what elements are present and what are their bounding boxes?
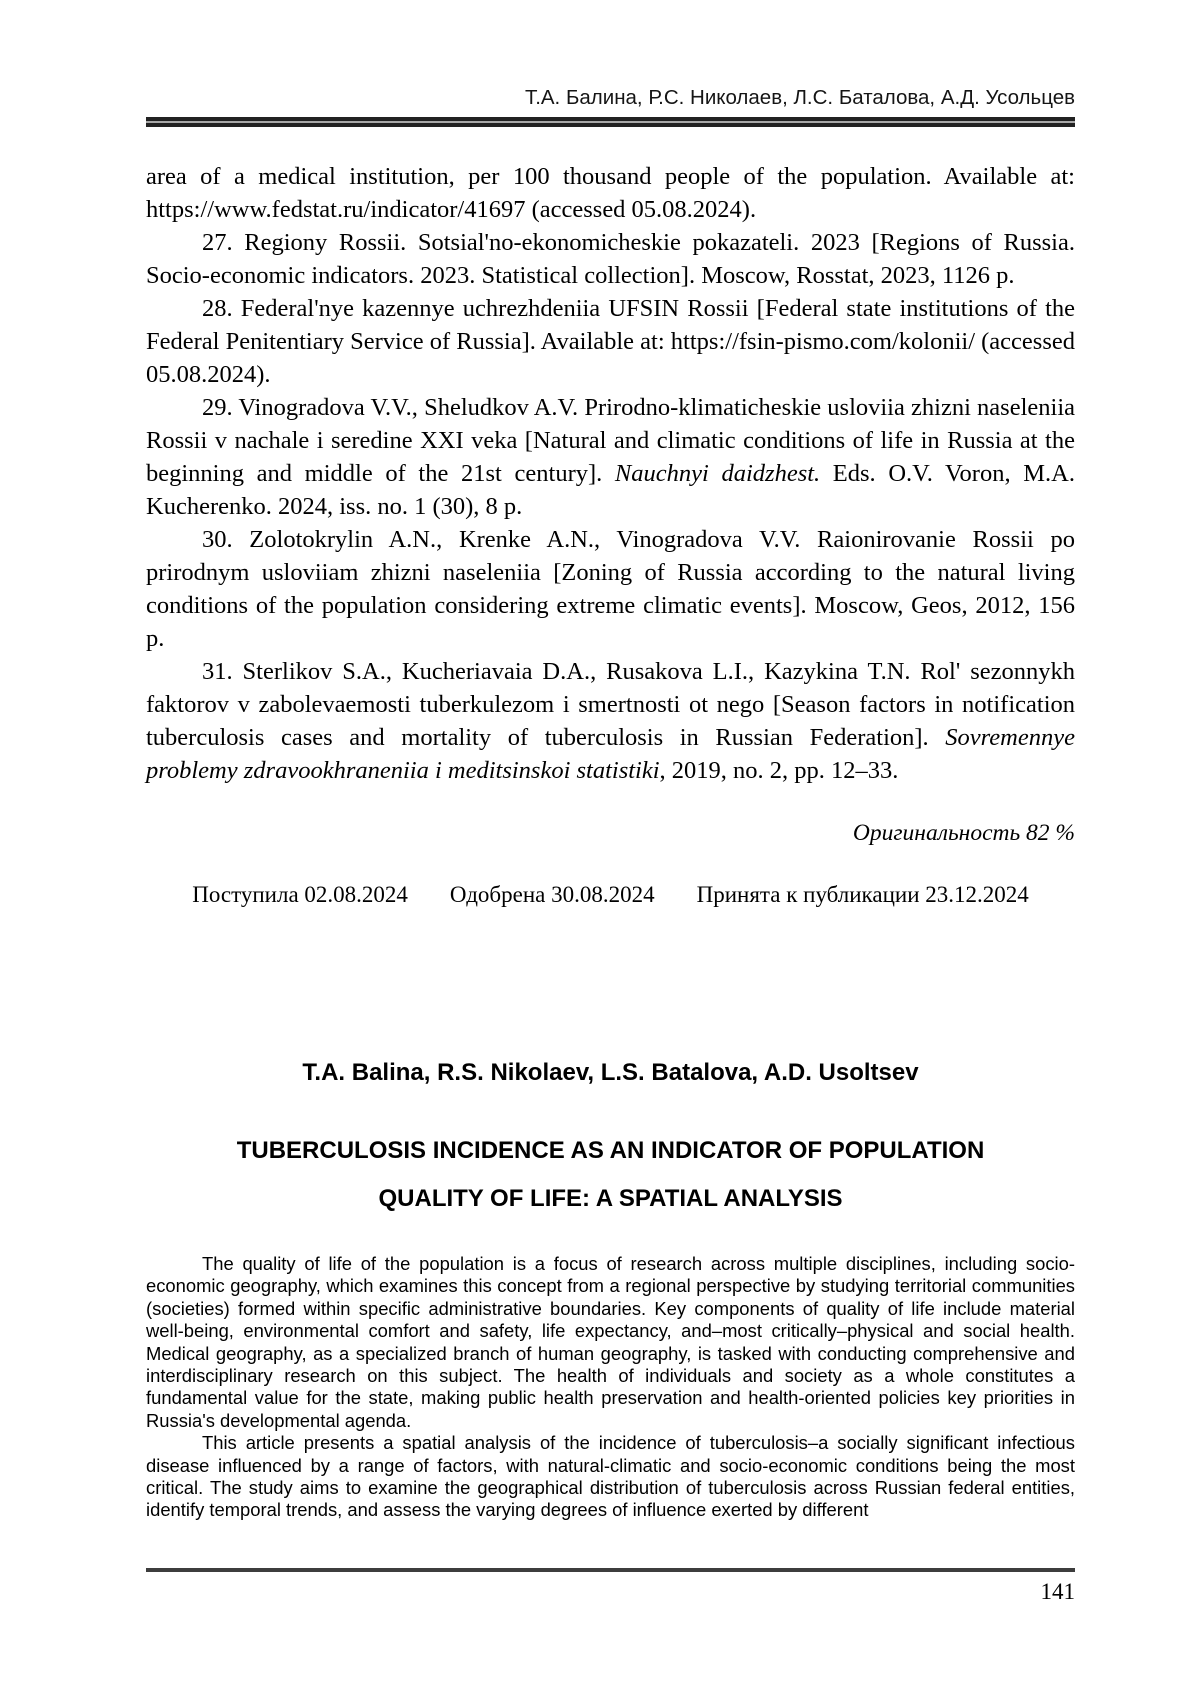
accepted-date: Принята к публикации 23.12.2024 <box>696 882 1029 907</box>
reference-text: 30. Zolotokrylin A.N., Krenke A.N., Vinogradova V.V. Raionirovanie Rossii po prirodnym usloviiam zhizni naseleniia [Zoning of Russia according to the natural living conditions of the population considering extreme climatic events]. Moscow, Geos, 2012, 156 p. <box>146 526 1075 652</box>
reference-text: area of a medical institution, per 100 thousand people of the population. Available at: https://www.fedstat.ru/indicator/41697 (accessed 05.08.2024). <box>146 163 1075 223</box>
abstract-paragraph-1: The quality of life of the population is a focus of research across multiple disciplines, including socio-economic geography, which examines this concept from a regional perspective by studying territorial communities (societies) formed within specific administrative boundaries. Key components of quality of life include material well-being, environmental comfort and safety, life expectancy, and–most critically–physical and social health. Medical geography, as a specialized branch of human geography, is tasked with conducting comprehensive and interdisciplinary research on this subject. The health of individuals and society as a whole constitutes a fundamental value for the state, making public health preservation and health-oriented policies key priorities in Russia's developmental agenda. <box>146 1253 1075 1431</box>
reference-journal-italic: Sovremennye problemy zdravookhraneniia i meditsinskoi statistiki <box>146 724 1075 784</box>
approved-date: Одобрена 30.08.2024 <box>449 882 655 907</box>
reference-text: 27. Regiony Rossii. Sotsial'no-ekonomicheskie pokazateli. 2023 [Regions of Russia. Socio-economic indicators. 2023. Statistical collection]. Moscow, Rosstat, 2023, 1126 p. <box>146 229 1075 289</box>
header-rule <box>146 117 1075 127</box>
reference-31 <box>146 655 1075 787</box>
reference-text: 29. Vinogradova V.V., Sheludkov A.V. Prirodno-klimaticheskie usloviia zhizni naseleniia Rossii v nachale i seredine XXI veka [Natural and climatic conditions of life in Russia at the beginning and middle of the 21st century]. <box>146 394 1075 487</box>
reference-text: , 2019, no. 2, pp. 12–33. <box>659 757 899 784</box>
article-head <box>146 1059 1075 1522</box>
dates-row <box>146 882 1075 908</box>
page-number: 141 <box>1040 1579 1075 1604</box>
abstract-paragraph-2: This article presents a spatial analysis of the incidence of tuberculosis–a socially significant infectious disease influenced by a range of factors, with natural-climatic and socio-economic conditions being the most critical. The study aims to examine the geographical distribution of tuberculosis across Russian federal entities, identify temporal trends, and assess the varying degrees of influence exerted by different <box>146 1432 1075 1521</box>
references-list <box>146 160 1075 787</box>
reference-text: 28. Federal'nye kazennye uchrezhdeniia UFSIN Rossii [Federal state institutions of the Federal Penitentiary Service of Russia]. Available at: https://fsin-pismo.com/kolonii/ (accessed 05.08.2024). <box>146 295 1075 388</box>
running-header-authors: Т.А. Балина, Р.С. Николаев, Л.С. Баталова, А.Д. Усольцев <box>524 86 1075 109</box>
reference-27 <box>146 226 1075 292</box>
received-date: Поступила 02.08.2024 <box>192 882 408 907</box>
reference-30 <box>146 523 1075 655</box>
abstract <box>146 1253 1075 1522</box>
article-title-line-2: QUALITY OF LIFE: A SPATIAL ANALYSIS <box>378 1185 843 1212</box>
footer-rule <box>146 1568 1075 1572</box>
reference-journal-italic: Nauchnyi daidzhest. <box>614 460 821 487</box>
authors-english: T.A. Balina, R.S. Nikolaev, L.S. Batalova, A.D. Usoltsev <box>302 1059 919 1086</box>
originality-note: Оригинальность 82 % <box>852 820 1075 846</box>
reference-text: 31. Sterlikov S.A., Kucheriavaia D.A., Rusakova L.I., Kazykina T.N. Rol' sezonnykh faktorov v zabolevaemosti tuberkulezom i smertnosti ot nego [Season factors in notification tuberculosis cases and mortality of tuberculosis in Russian Federation]. <box>146 658 1075 751</box>
reference-29 <box>146 391 1075 523</box>
reference-28 <box>146 292 1075 391</box>
article-title <box>146 1127 1075 1223</box>
reference-continuation <box>146 160 1075 226</box>
reference-text: Eds. O.V. Voron, M.A. Kucherenko. 2024, iss. no. 1 (30), 8 p. <box>146 460 1075 520</box>
article-title-line-1: TUBERCULOSIS INCIDENCE AS AN INDICATOR OF POPULATION <box>236 1137 985 1164</box>
